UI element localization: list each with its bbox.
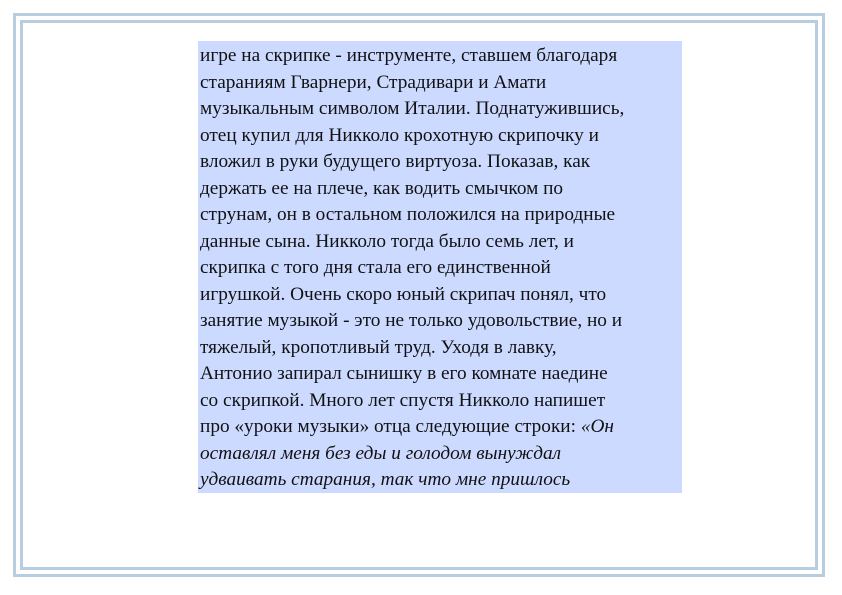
text-line-14: со скрипкой. Много лет спустя Никколо напишет <box>200 389 606 411</box>
text-line-9: скрипка с того дня стала его единственной <box>200 257 551 278</box>
text-line-8: данные сына. Никколо тогда было семь лет, и <box>200 230 574 252</box>
text-line-15-quote: «Он <box>580 416 614 437</box>
text-line-2: стараниям Гварнери, Страдивари и Амати <box>200 71 547 93</box>
text-line-13: Антонио запирал сынишку в его комнате наедине <box>200 363 608 384</box>
text-line-11: занятие музыкой - это не только удовольствие, но и <box>200 310 623 331</box>
text-line-12: тяжелый, кропотливый труд. Уходя в лавку, <box>200 336 557 358</box>
text-line-4: отец купил для Никколо крохотную скрипочку и <box>200 124 599 146</box>
text-line-1: игре на скрипке - инструменте, ставшем благодаря <box>200 45 618 66</box>
text-block <box>198 41 682 493</box>
text-line-10: игрушкой. Очень скоро юный скрипач понял, что <box>200 283 607 305</box>
text-line-17: удваивать старания, так что мне пришлось <box>200 469 571 490</box>
text-line-16: оставлял меня без еды и голодом вынуждал <box>200 442 561 464</box>
text-line-6: держать ее на плече, как водить смычком по <box>200 177 564 199</box>
text-line-7: струнам, он в остальном положился на природные <box>200 204 616 225</box>
text-line-5: вложил в руки будущего виртуоза. Показав, как <box>200 151 591 172</box>
text-line-3: музыкальным символом Италии. Поднатужившись, <box>200 98 625 119</box>
text-line-15 <box>200 414 680 441</box>
text-line-15-plain: про «уроки музыки» отца следующие строки: <box>200 416 581 437</box>
